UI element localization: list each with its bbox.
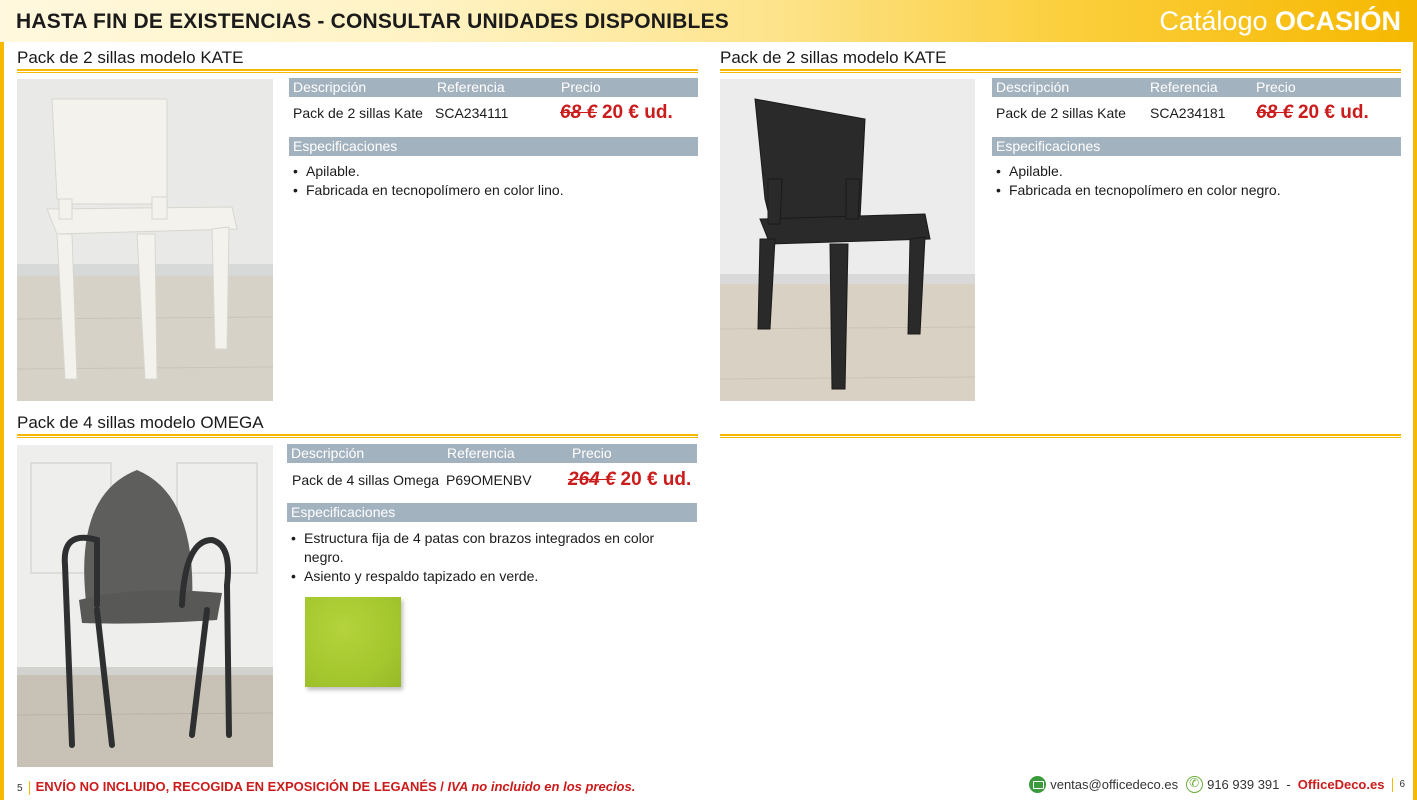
col-description: Descripción: [996, 79, 1070, 95]
spec-item: • Fabricada en tecnopolímero en color lino.: [293, 181, 693, 200]
product-price: [1256, 102, 1369, 124]
product-table-header: [287, 444, 697, 463]
page-title: HASTA FIN DE EXISTENCIAS - CONSULTAR UNIDADES DISPONIBLES: [16, 10, 729, 33]
col-description: Descripción: [291, 445, 365, 461]
page-frame-left: [0, 0, 4, 800]
footer-divider: [1392, 778, 1393, 792]
old-price: 264 €: [568, 469, 616, 490]
product-photo-omega-chair: [17, 445, 273, 767]
page-header: [0, 0, 1417, 42]
new-price: 20 € ud.: [601, 102, 673, 123]
col-price: Precio: [561, 79, 601, 95]
title-rule: [17, 69, 698, 73]
contact-separator: -: [1286, 777, 1291, 792]
product-description: Pack de 2 sillas Kate: [996, 105, 1126, 121]
title-rule: [17, 434, 698, 438]
old-price: 68 €: [560, 102, 597, 123]
footer-contact: [1029, 776, 1405, 793]
product-description: Pack de 2 sillas Kate: [293, 105, 423, 121]
spec-item: • Apilable.: [996, 162, 1396, 181]
spec-list: [291, 529, 676, 586]
col-price: Precio: [572, 445, 612, 461]
contact-phone[interactable]: 916 939 391: [1207, 777, 1280, 792]
spec-item: • Fabricada en tecnopolímero en color negro.: [996, 181, 1396, 200]
title-rule: [720, 69, 1401, 73]
product-title: Pack de 2 sillas modelo KATE: [720, 48, 947, 67]
page-number-right: 6: [1399, 779, 1405, 790]
phone-icon: [1186, 776, 1203, 793]
spec-list: [293, 162, 693, 200]
empty-slot-rule: [720, 434, 1401, 438]
fabric-swatch-green: [305, 597, 401, 687]
product-table-header: [289, 78, 698, 97]
page-frame-right: [1413, 0, 1417, 800]
col-reference: Referencia: [1150, 79, 1218, 95]
col-reference: Referencia: [447, 445, 515, 461]
website-link[interactable]: OfficeDeco.es: [1297, 777, 1385, 792]
footer-notice: [17, 779, 635, 795]
vat-notice: IVA no incluido en los precios.: [447, 779, 636, 794]
spec-header: Especificaciones: [287, 503, 697, 522]
product-reference: SCA234181: [1150, 105, 1226, 121]
old-price: 68 €: [1256, 102, 1293, 123]
product-price: [560, 102, 673, 124]
brand-bold: OCASIÓN: [1274, 6, 1401, 36]
envelope-icon: [1029, 776, 1046, 793]
spec-list: [996, 162, 1396, 200]
col-description: Descripción: [293, 79, 367, 95]
product-title: Pack de 4 sillas modelo OMEGA: [17, 413, 264, 432]
col-price: Precio: [1256, 79, 1296, 95]
spec-header: Especificaciones: [289, 137, 698, 156]
brand-prefix: Catálogo: [1159, 6, 1275, 36]
product-photo-white-chair: [17, 79, 273, 401]
spec-item: • Asiento y respaldo tapizado en verde.: [291, 567, 676, 586]
contact-email[interactable]: ventas@officedeco.es: [1050, 777, 1179, 792]
shipping-notice: ENVÍO NO INCLUIDO, RECOGIDA EN EXPOSICIÓN DE LEGANÉS /: [35, 779, 448, 794]
product-title: Pack de 2 sillas modelo KATE: [17, 48, 244, 67]
product-photo-black-chair: [720, 79, 975, 401]
new-price: 20 € ud.: [620, 469, 692, 490]
new-price: 20 € ud.: [1297, 102, 1369, 123]
product-description: Pack de 4 sillas Omega: [292, 472, 440, 488]
catalog-brand: [1159, 6, 1401, 37]
product-price: [568, 469, 691, 491]
footer-divider: [29, 781, 30, 795]
page-number-left: 5: [17, 783, 23, 794]
col-reference: Referencia: [437, 79, 505, 95]
spec-header: Especificaciones: [992, 137, 1401, 156]
spec-item: • Apilable.: [293, 162, 693, 181]
product-reference: P69OMENBV: [446, 472, 532, 488]
product-table-header: [992, 78, 1401, 97]
spec-item: • Estructura fija de 4 patas con brazos integrados en color negro.: [291, 529, 676, 567]
product-reference: SCA234111: [435, 105, 509, 121]
page-footer: [0, 772, 1417, 800]
